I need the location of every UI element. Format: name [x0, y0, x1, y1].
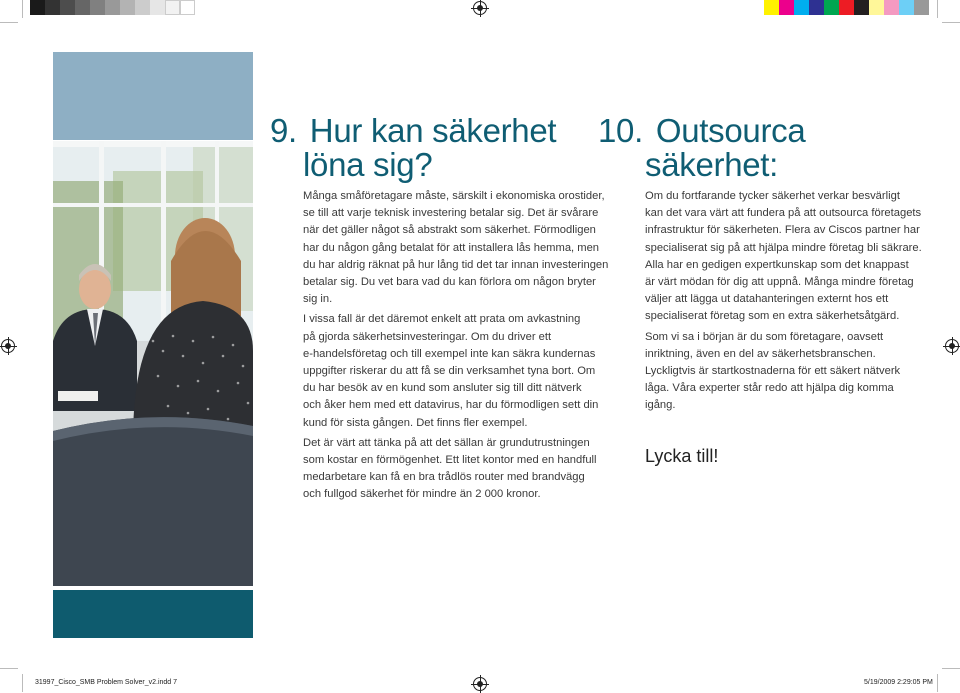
color-swatch: [869, 0, 884, 15]
text-line: igång.: [645, 399, 676, 412]
gray-swatch: [90, 0, 105, 15]
text-line: kund för sista gången. Det finns fler exempel.: [303, 416, 528, 429]
text-line: se till att varje teknisk investering betalar sig. Det är svårare: [303, 207, 599, 220]
text-line: I vissa fall är det däremot enkelt att prata om avkastning: [303, 313, 581, 326]
registration-mark-icon: [473, 1, 487, 15]
color-swatch: [824, 0, 839, 15]
teal-color-block: [53, 590, 253, 638]
crop-mark: [22, 0, 23, 18]
gray-swatch: [105, 0, 120, 15]
section-body-10: [645, 188, 935, 418]
heading-line: säkerhet:: [645, 146, 779, 183]
color-swatch: [779, 0, 794, 15]
closing-text: Lycka till!: [645, 446, 719, 466]
gray-swatch: [30, 0, 45, 15]
text-line: Som vi sa i början är du som företagare, oavsett: [645, 330, 884, 343]
body-paragraph: [645, 188, 935, 326]
section-number: 10.: [598, 112, 643, 149]
gray-swatch: [135, 0, 150, 15]
heading-line: löna sig?: [303, 146, 433, 183]
text-line: infrastruktur för säkerheten. Flera av Ciscos partner har: [645, 224, 920, 237]
body-paragraph: [303, 311, 599, 431]
text-line: och fullgod säkerhet för mindre än 2 000 kronor.: [303, 488, 541, 501]
section-body-9: [303, 188, 609, 507]
crop-mark: [0, 668, 18, 669]
text-line: som kostar en förmögenhet. Ett litet kontor med en handfull: [303, 454, 597, 467]
text-line: medarbetare kan få en bra trådlös router med brandvägg: [303, 471, 585, 484]
heading-line: Outsourca: [655, 112, 806, 149]
registration-mark-icon: [1, 339, 15, 353]
text-line: låga. Våra experter står redo att hjälpa dig komma: [645, 382, 894, 395]
text-line: specialiserat företag som en extra säkerhetsåtgärd.: [645, 310, 900, 323]
color-swatch: [839, 0, 854, 15]
text-line: inriktning, även en del av säkerhetsbranschen.: [645, 347, 876, 360]
file-info-slug: 31997_Cisco_SMB Problem Solver_v2.indd 7: [35, 679, 178, 686]
registration-mark-icon: [473, 677, 487, 691]
text-line: e-handelsföretag och till exempel inte kan säkra kundernas: [303, 347, 596, 360]
section-heading-9: [270, 114, 556, 182]
text-line: specialiserat sig på att hjälpa mindre företag bli säkrare.: [645, 241, 922, 254]
blue-color-block: [53, 52, 253, 140]
color-swatch: [794, 0, 809, 15]
crop-mark: [942, 668, 960, 669]
color-swatch: [884, 0, 899, 15]
gray-swatch: [45, 0, 60, 15]
text-line: du har aldrig räknat på hur lång tid det tar innan investeringen: [303, 258, 609, 271]
crop-mark: [22, 674, 23, 692]
text-line: uppgifter riskerar du att få se din verksamhet tyna bort. Om: [303, 365, 596, 378]
gray-swatch: [180, 0, 195, 15]
text-line: Många småföretagare måste, särskilt i ekonomiska orostider,: [303, 190, 605, 202]
timestamp-slug: 5/19/2009 2:29:05 PM: [864, 679, 933, 686]
office-photo-illustration: [53, 141, 253, 586]
text-line: kan det vara värt att fundera på att outsourca företagets: [645, 207, 922, 220]
crop-mark: [942, 22, 960, 23]
text-line: Lyckligtvis är startkostnaderna för ett säkert nätverk: [645, 365, 901, 378]
text-line: har du någon gång betalat för att installera lås hemma, men: [303, 241, 600, 254]
gray-swatch: [75, 0, 90, 15]
crop-mark: [0, 22, 18, 23]
color-swatch: [899, 0, 914, 15]
text-line: är värt mödan för dig att uppnå. Många mindre företag: [645, 276, 914, 289]
text-line: när det gäller något så abstrakt som säkerhet. Förmodligen: [303, 224, 596, 237]
body-paragraph: [303, 188, 609, 308]
section-heading-10: [598, 114, 805, 182]
body-paragraph: [303, 435, 597, 504]
text-line: och åker hem med ett datavirus, har du förmodligen sett din: [303, 399, 599, 412]
gray-swatch: [120, 0, 135, 15]
text-line: väljer att lägga ut datahanteringen externt hos ett: [645, 293, 889, 306]
crop-mark: [937, 0, 938, 18]
text-line: på gjorda säkerhetsinvesteringar. Om du driver ett: [303, 330, 552, 343]
color-swatch: [854, 0, 869, 15]
gray-swatch: [165, 0, 180, 15]
color-swatch: [809, 0, 824, 15]
color-swatch: [764, 0, 779, 15]
text-line: du har besök av en kund som ansluter sig till ditt nätverk: [303, 382, 582, 395]
section-number: 9.: [270, 112, 297, 149]
color-swatch: [914, 0, 929, 15]
text-line: sig in.: [303, 293, 333, 306]
heading-line: Hur kan säkerhet: [309, 112, 557, 149]
text-line: betalar sig. Du vet bara vad du kan förlora om någon bryter: [303, 276, 596, 289]
text-line: Alla har en gedigen expertkunskap som det knappast: [645, 258, 909, 271]
text-line: Det är värt att tänka på att det sällan är grundutrustningen: [303, 436, 590, 449]
registration-mark-icon: [945, 339, 959, 353]
office-photo: [53, 141, 253, 586]
gray-swatch: [150, 0, 165, 15]
text-line: Om du fortfarande tycker säkerhet verkar besvärligt: [645, 190, 900, 202]
gray-swatch: [60, 0, 75, 15]
crop-mark: [937, 674, 938, 692]
body-paragraph: [645, 329, 935, 415]
